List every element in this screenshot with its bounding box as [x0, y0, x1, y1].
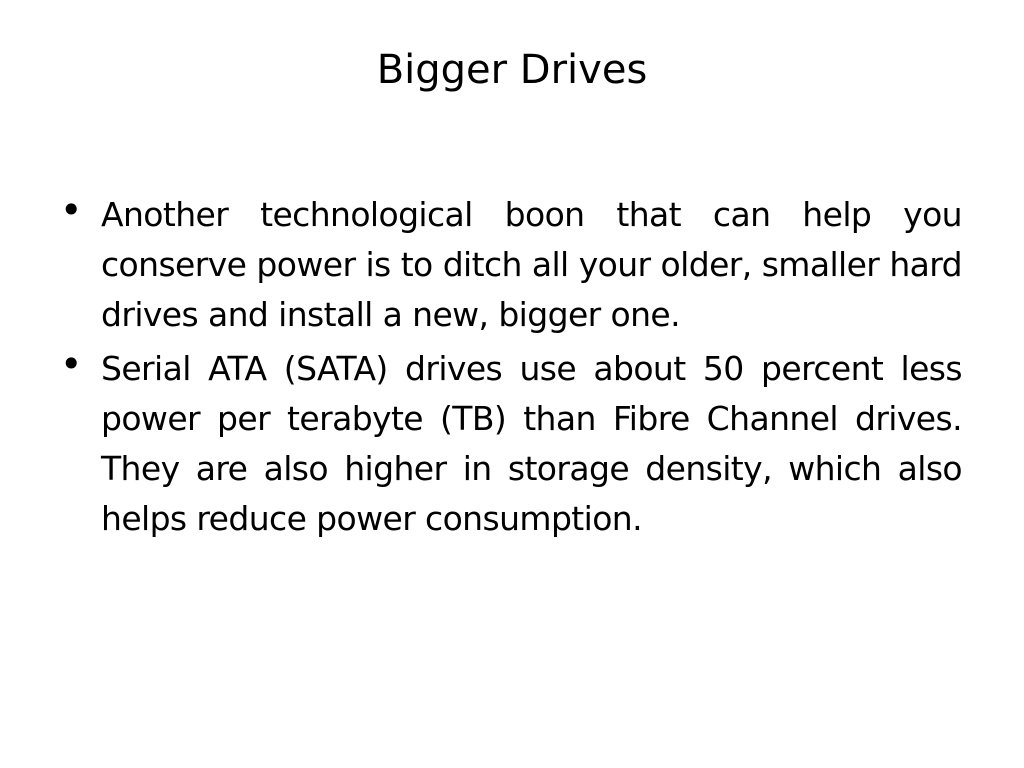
bullet-text: Another technological boon that can help you conserve power is to ditch all your older, smaller hard drives and install a new, bigger one. — [101, 195, 962, 334]
bullet-list — [60, 190, 962, 548]
bullet-item — [60, 190, 962, 340]
bullet-icon: • — [60, 188, 82, 232]
bullet-text: Serial ATA (SATA) drives use about 50 percent less power per terabyte (TB) than Fibre Channel drives. They are also higher in storage density, which also helps reduce power consumption. — [101, 349, 962, 538]
bullet-icon: • — [60, 342, 82, 386]
slide-title: Bigger Drives — [376, 47, 648, 93]
bullet-item — [60, 344, 962, 544]
